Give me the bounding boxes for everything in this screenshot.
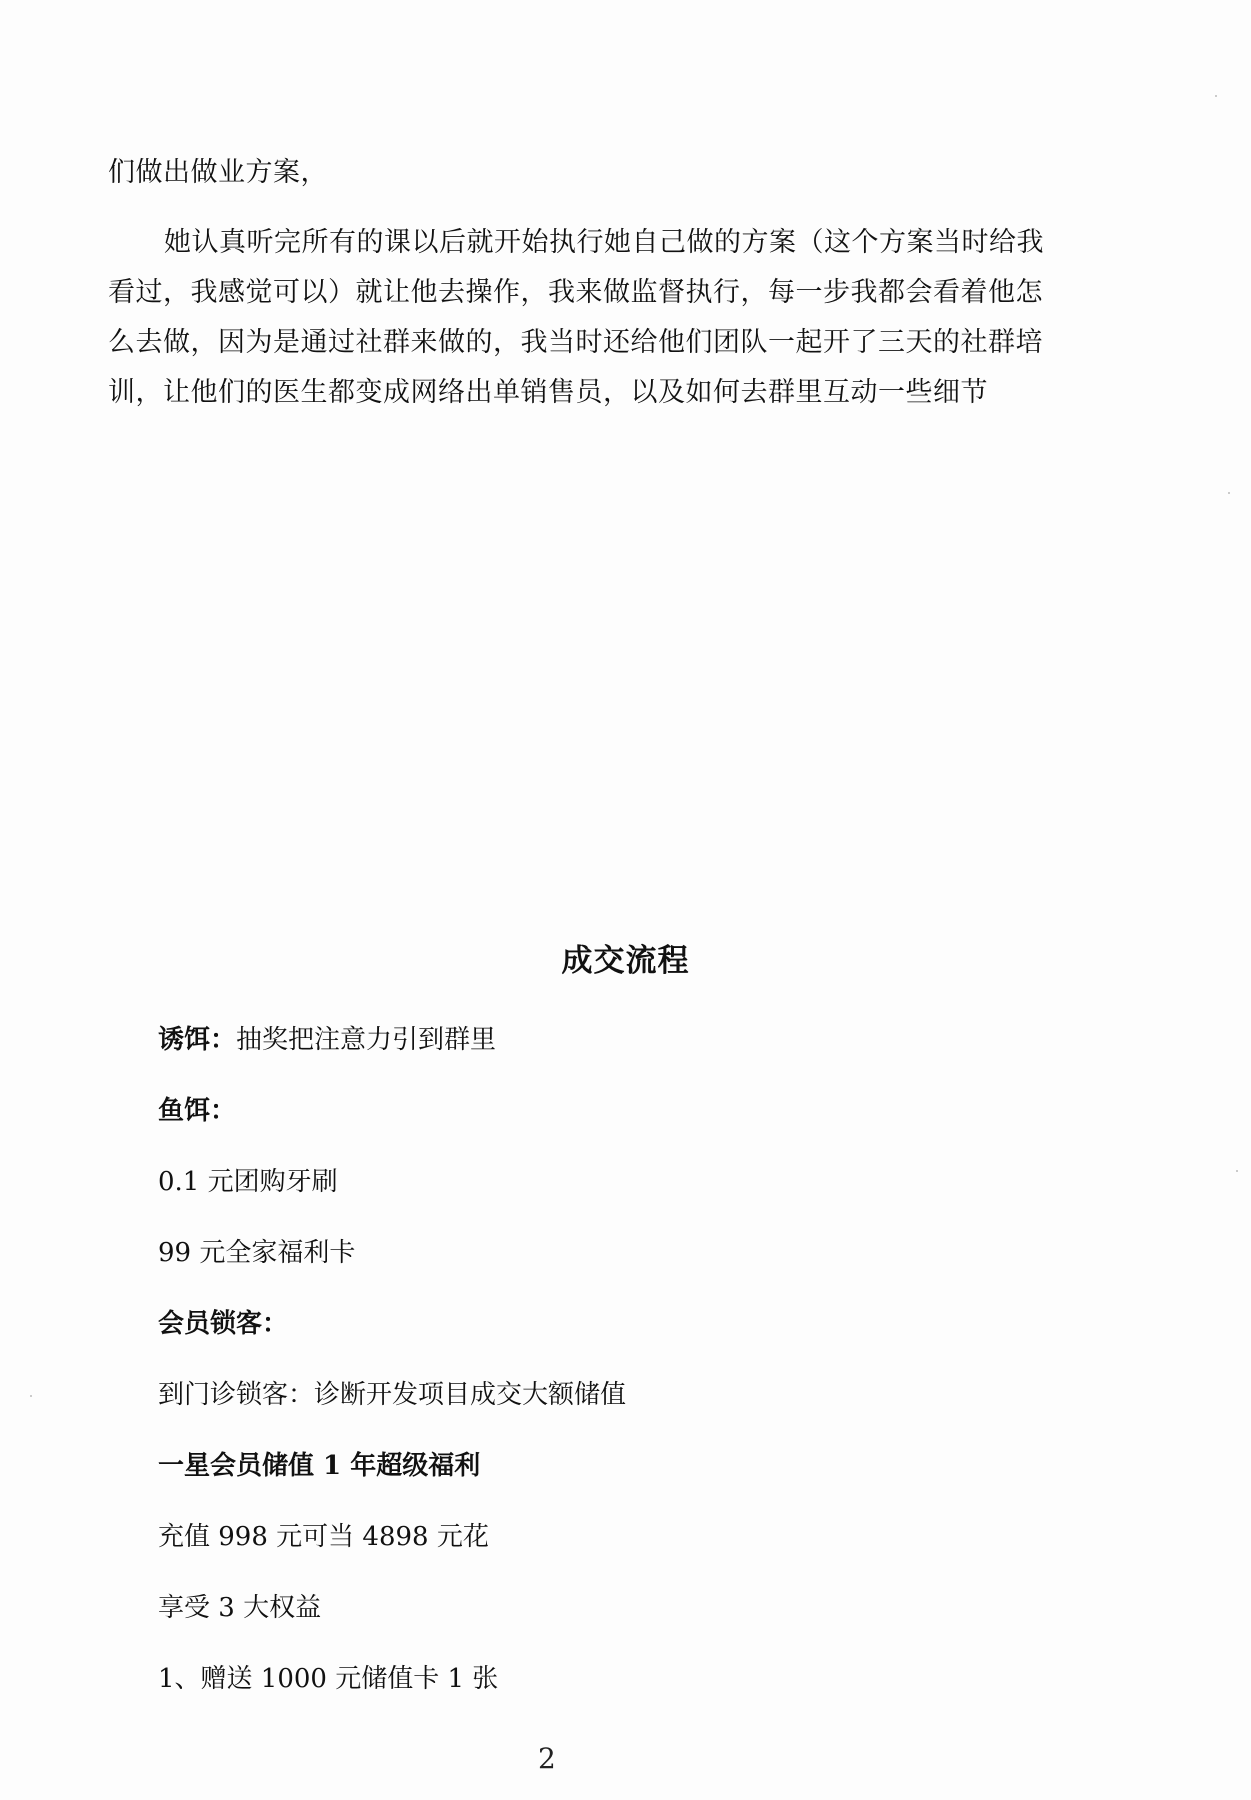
scan-speck bbox=[30, 1395, 32, 1397]
scan-speck bbox=[1236, 1170, 1238, 1172]
paragraph-body: 她认真听完所有的课以后就开始执行她自己做的方案（这个方案当时给我看过，我感觉可以）就让他去操作，我来做监督执行，每一步我都会看着他怎么去做，因为是通过社群来做的，我当时还给他们团队一起开了三天的社群培训，让他们的医生都变成网络出单销售员，以及如何去群里互动一些细节 bbox=[108, 227, 1044, 408]
scan-speck bbox=[1228, 492, 1230, 494]
lure-line bbox=[158, 1020, 496, 1060]
clinic-lock-line: 到门诊锁客：诊断开发项目成交大额储值 bbox=[158, 1380, 627, 1410]
recharge-line: 充值 998 元可当 4898 元花 bbox=[158, 1522, 489, 1552]
scan-speck bbox=[1215, 95, 1217, 97]
page-number: 2 bbox=[538, 1742, 556, 1775]
lure-text: 抽奖把注意力引到群里 bbox=[236, 1025, 497, 1055]
benefit-item: 1、赠送 1000 元储值卡 1 张 bbox=[158, 1664, 499, 1694]
bait-item: 0.1 元团购牙刷 bbox=[158, 1167, 338, 1197]
section-title: 成交流程 bbox=[561, 943, 690, 979]
lure-label: 诱饵： bbox=[158, 1025, 237, 1055]
bait-item: 99 元全家福利卡 bbox=[158, 1238, 356, 1268]
member-lock-label: 会员锁客： bbox=[158, 1309, 289, 1339]
one-star-title: 一星会员储值 1 年超级福利 bbox=[158, 1451, 481, 1481]
paragraph-continuation: 们做出做业方案， bbox=[108, 157, 328, 188]
benefits-line: 享受 3 大权益 bbox=[158, 1593, 322, 1623]
bait-label: 鱼饵： bbox=[158, 1096, 237, 1126]
